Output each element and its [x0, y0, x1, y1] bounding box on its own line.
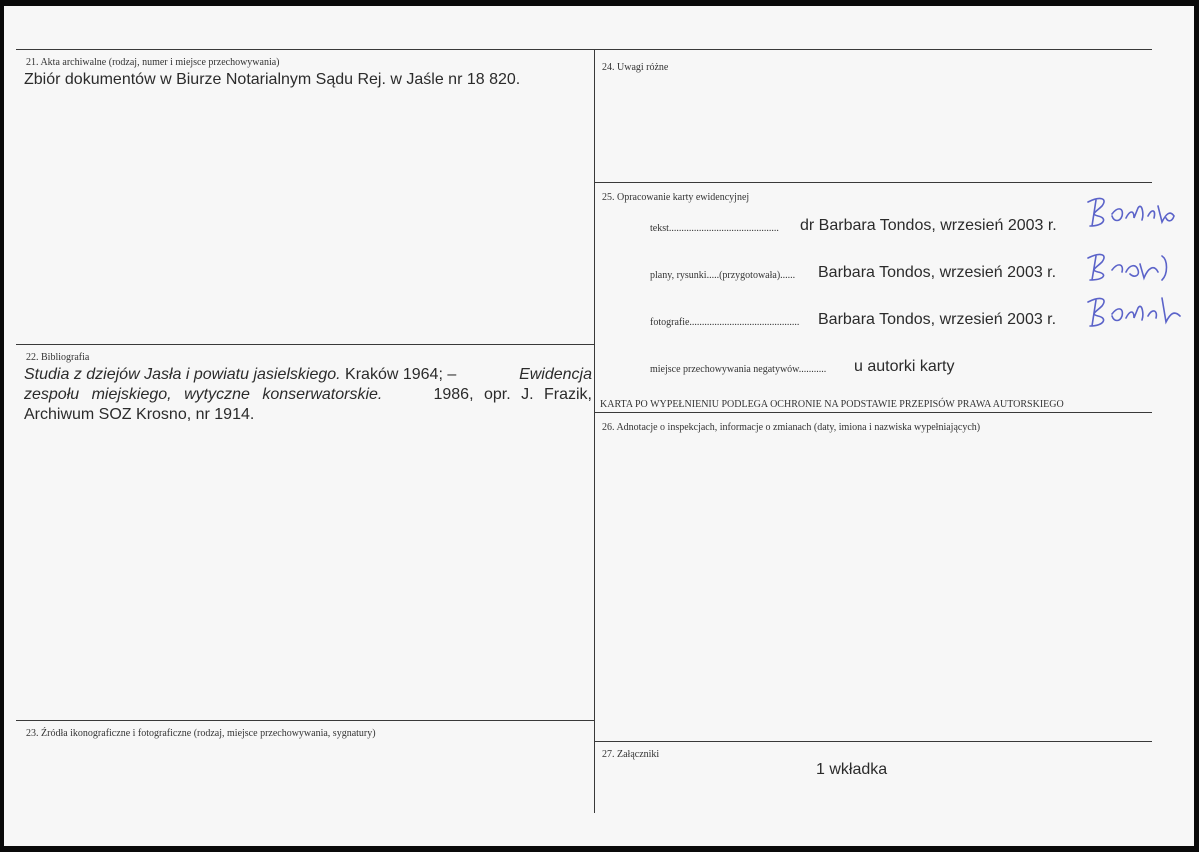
- bibliography-text-3: Archiwum SOZ Krosno, nr 1914.: [24, 406, 255, 423]
- author-text-value: dr Barbara Tondos, wrzesień 2003 r.: [800, 217, 1057, 234]
- author-text-label: tekst............................................: [650, 223, 779, 234]
- archive-card-sheet: [4, 6, 1194, 846]
- right-rule-25: [595, 182, 1152, 183]
- section-25-label: 25. Opracowanie karty ewidencyjnej: [602, 192, 750, 203]
- section-22-label: 22. Bibliografia: [26, 352, 90, 363]
- copyright-notice: KARTA PO WYPEŁNIENIU PODLEGA OCHRONIE NA PODSTAWIE PRZEPISÓW PRAWA AUTORSKIEGO: [600, 399, 1064, 410]
- section-21-label: 21. Akta archiwalne (rodzaj, numer i miejsce przechowywania): [26, 57, 280, 68]
- section-23-label: 23. Źródła ikonograficzne i fotograficzne (rodzaj, miejsce przechowywania, sygnatury): [26, 728, 376, 739]
- bibliography-title-2a: Ewidencja: [519, 366, 592, 383]
- bibliography-text-2: 1986, opr. J. Frazik,: [433, 386, 592, 403]
- right-rule-27: [595, 741, 1152, 742]
- author-photos-value: Barbara Tondos, wrzesień 2003 r.: [818, 311, 1057, 328]
- left-rule-22: [16, 344, 594, 345]
- section-26-label: 26. Adnotacje o inspekcjach, informacje o zmianach (daty, imiona i nazwiska wypełniających): [602, 422, 981, 433]
- negatives-value: u autorki karty: [854, 358, 955, 375]
- author-photos-label: fotografie............................................: [650, 317, 800, 328]
- bibliography-text-1: Kraków 1964; –: [340, 366, 457, 383]
- section-22-bibliography: [24, 365, 592, 425]
- author-plans-value: Barbara Tondos, wrzesień 2003 r.: [818, 264, 1057, 281]
- left-rule-23: [16, 720, 594, 721]
- section-27-label: 27. Załączniki: [602, 749, 660, 760]
- top-rule: [16, 49, 1152, 50]
- signature-1: [1082, 192, 1180, 232]
- right-rule-26: [595, 412, 1152, 413]
- bibliography-title-1: Studia z dziejów Jasła i powiatu jasielskiego.: [24, 366, 341, 383]
- signature-2: [1082, 246, 1180, 286]
- section-21-value: Zbiór dokumentów w Biurze Notarialnym Sądu Rej. w Jaśle nr 18 820.: [24, 71, 521, 88]
- center-divider: [594, 49, 595, 813]
- attachments-value: 1 wkładka: [816, 761, 888, 778]
- negatives-label: miejsce przechowywania negatywów...........: [650, 364, 827, 375]
- section-24-label: 24. Uwagi różne: [602, 62, 669, 73]
- author-plans-label: plany, rysunki.....(przygotowała)......: [650, 270, 796, 281]
- bibliography-title-2b: zespołu miejskiego, wytyczne konserwatorskie.: [24, 386, 383, 403]
- signature-3: [1082, 290, 1186, 332]
